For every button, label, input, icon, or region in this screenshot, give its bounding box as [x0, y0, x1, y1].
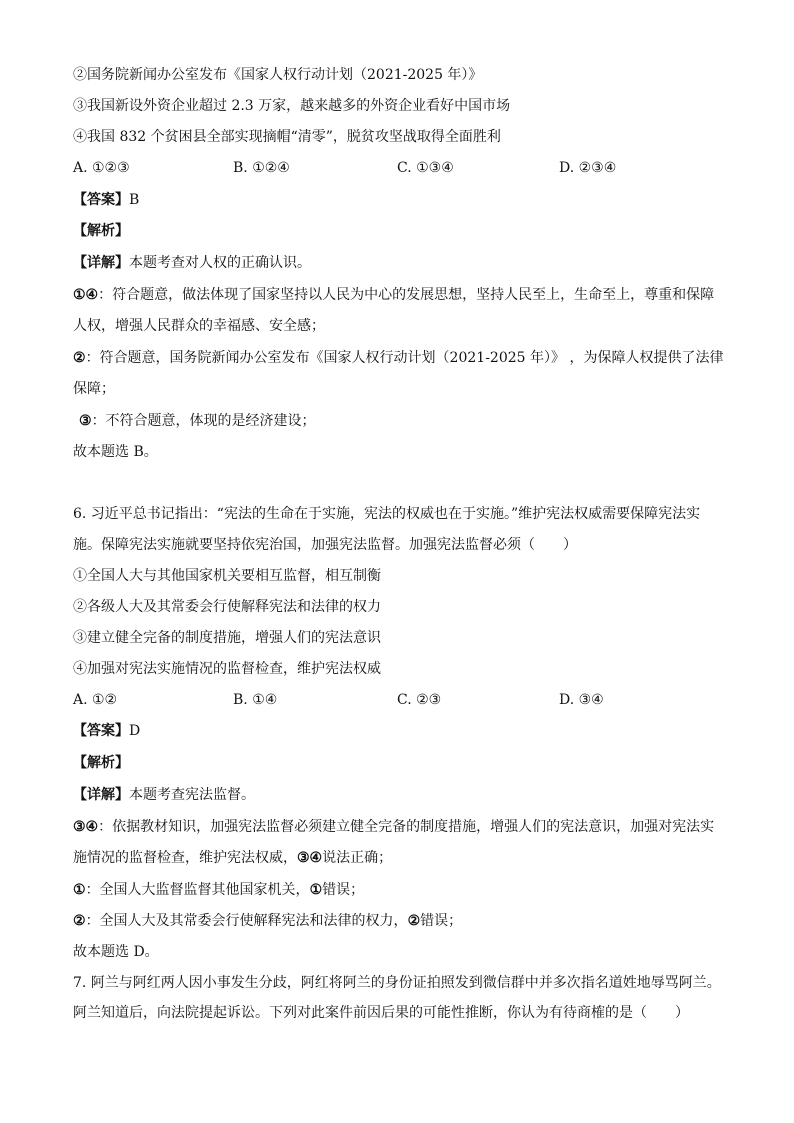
answer-tag: 【答案】 — [73, 192, 129, 208]
explanation-text: ：不符合题意，体现的是经济建设； — [91, 413, 316, 429]
answer-tag: 【答案】 — [73, 723, 129, 739]
q6-option-a: A. ①② — [73, 692, 118, 708]
q6-answer — [73, 721, 140, 741]
q6-statement-1: ①全国人大与其他国家机关要相互监督，相互制衡 — [73, 568, 381, 584]
q6-option-c: C. ②③ — [397, 692, 442, 708]
q5-option-c: C. ①③④ — [397, 160, 454, 176]
q5-explanation-1-cont: 人权，增强人民群众的幸福感、安全感； — [73, 318, 325, 334]
detail-text: 本题考查宪法监督。 — [129, 787, 255, 803]
q6-stem-line-1: 6. 习近平总书记指出：“宪法的生命在于实施，宪法的权威也在于实施。”维护宪法权威需要保障宪法实 — [73, 506, 701, 522]
q5-explanation-2-cont: 保障； — [73, 381, 115, 397]
q6-detail — [73, 785, 255, 805]
explanation-text: ：符合题意，国务院新闻办公室发布《国家人权行动计划（2021-2025 年）》 ，为保障人权提供了法律 — [85, 350, 724, 366]
q5-explanation-3 — [79, 411, 316, 431]
q6-explanation-1-cont — [73, 848, 392, 868]
q6-analysis-tag: 【解析】 — [73, 755, 129, 771]
explanation-text: ：全国人大监督监督其他国家机关， — [85, 882, 310, 898]
q5-explanation-1 — [73, 285, 714, 305]
explanation-text: ：依据教材知识，加强宪法监督必须建立健全完备的制度措施，增强人们的宪法意识，加强对宪法实 — [98, 819, 715, 835]
detail-tag: 【详解】 — [73, 787, 129, 803]
q5-options — [73, 158, 733, 178]
explanation-tag: ① — [73, 882, 86, 898]
explanation-text: 错误； — [322, 882, 365, 898]
q7-stem-line-2: 阿兰知道后，向法院提起诉讼。下列对此案件前因后果的可能性推断，你认为有待商榷的是（ ） — [73, 1005, 689, 1021]
q6-explanation-3 — [73, 911, 462, 931]
q5-detail — [73, 253, 311, 273]
q6-statement-2: ②各级人大及其常委会行使解释宪法和法律的权力 — [73, 599, 381, 615]
q5-option-a: A. ①②③ — [73, 160, 130, 176]
q5-statement-2: ②国务院新闻办公室发布《国家人权行动计划（2021-2025 年）》 — [73, 67, 483, 83]
explanation-text: 施情况的监督检查，维护宪法权威， — [73, 850, 297, 866]
explanation-tag: ①④ — [73, 287, 99, 303]
q6-option-b: B. ①④ — [233, 692, 278, 708]
q6-option-d: D. ③④ — [559, 692, 604, 708]
explanation-tag: ② — [73, 350, 86, 366]
detail-text: 本题考查对人权的正确认识。 — [129, 255, 311, 271]
explanation-tag: ② — [407, 913, 421, 929]
explanation-tag: ③ — [79, 413, 92, 429]
q6-explanation-1 — [73, 817, 714, 837]
q6-statement-3: ③建立健全完备的制度措施，增强人们的宪法意识 — [73, 630, 381, 646]
q5-statement-4: ④我国 832 个贫困县全部实现摘帽“清零”，脱贫攻坚战取得全面胜利 — [73, 129, 501, 145]
explanation-tag: ③④ — [73, 819, 99, 835]
q5-statement-3: ③我国新设外资企业超过 2.3 万家，越来越多的外资企业看好中国市场 — [73, 98, 511, 114]
explanation-text: 说法正确； — [322, 850, 393, 866]
explanation-tag: ② — [73, 913, 86, 929]
q5-analysis-tag: 【解析】 — [73, 223, 129, 239]
q6-conclusion: 故本题选 D。 — [73, 944, 159, 960]
q6-options — [73, 690, 733, 710]
explanation-text: ：全国人大及其常委会行使解释宪法和法律的权力， — [85, 913, 408, 929]
q5-conclusion: 故本题选 B。 — [73, 444, 158, 460]
detail-tag: 【详解】 — [73, 255, 129, 271]
q6-statement-4: ④加强对宪法实施情况的监督检查，维护宪法权威 — [73, 661, 381, 677]
explanation-text: ：符合题意，做法体现了国家坚持以人民为中心的发展思想，坚持人民至上，生命至上，尊重和保障 — [98, 287, 715, 303]
answer-value: B — [129, 192, 140, 208]
q7-stem-line-1: 7. 阿兰与阿红两人因小事发生分歧，阿红将阿兰的身份证拍照发到微信群中并多次指名道姓地辱骂阿兰。 — [73, 975, 721, 991]
q6-explanation-2 — [73, 880, 364, 900]
q6-stem-line-2: 施。保障宪法实施就要坚持依宪治国，加强宪法监督。加强宪法监督必须（ ） — [73, 537, 577, 553]
q5-explanation-2 — [73, 348, 723, 368]
explanation-tag: ③④ — [297, 850, 323, 866]
answer-value: D — [129, 723, 141, 739]
q5-answer — [73, 190, 139, 210]
explanation-text: 错误； — [420, 913, 463, 929]
q5-option-b: B. ①②④ — [233, 160, 290, 176]
explanation-tag: ① — [309, 882, 323, 898]
q5-option-d: D. ②③④ — [559, 160, 617, 176]
